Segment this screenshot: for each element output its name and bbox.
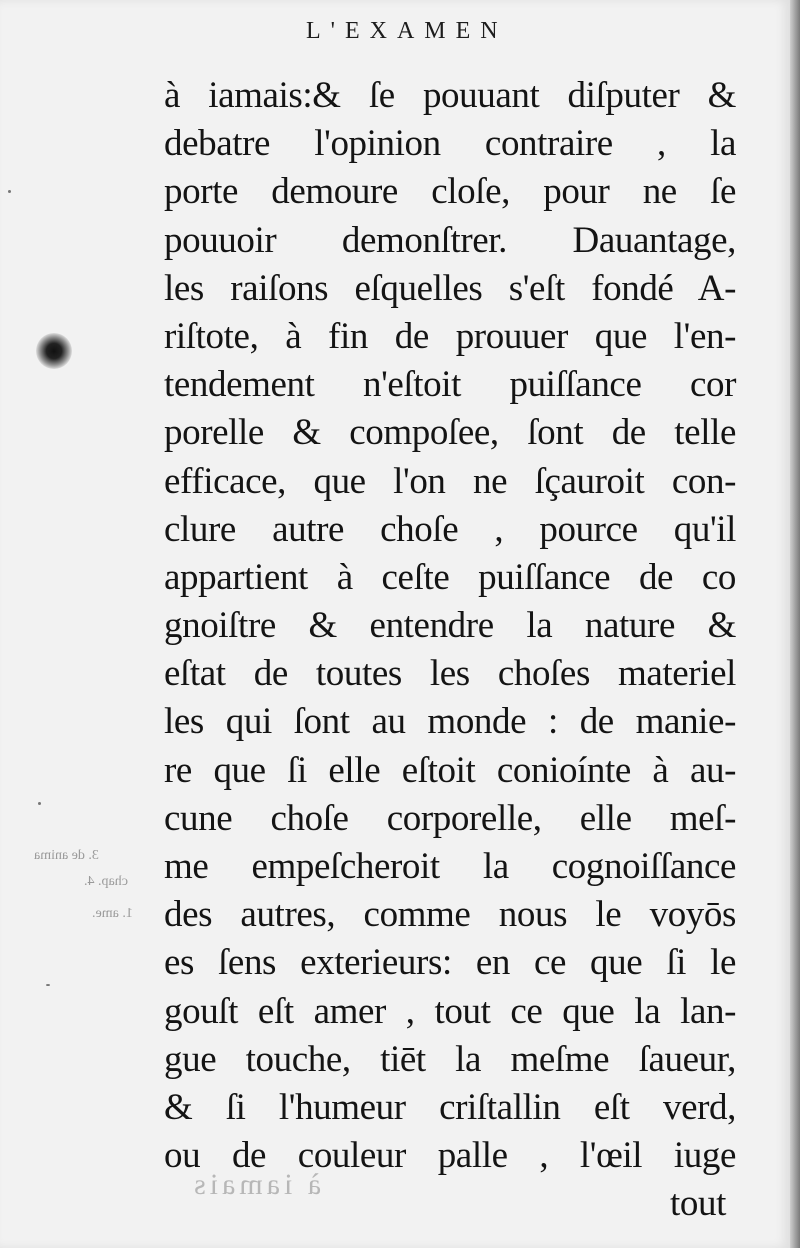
margin-note-bleed: chap. 4. <box>84 874 128 889</box>
text-line: me empeſcheroit la cognoiſſance <box>164 846 736 887</box>
ink-stain <box>36 333 72 369</box>
page-edge <box>790 0 800 1248</box>
text-line: re que ſi elle eſtoit conioínte à au- <box>164 749 736 791</box>
text-line: gouſt eſt amer , tout ce que la lan- <box>164 990 736 1032</box>
catchword: tout <box>670 1183 726 1225</box>
text-line: porte demoure cloſe, pour ne ſe <box>164 171 736 213</box>
text-line: pouuoir demonſtrer. Dauantage, <box>164 219 736 261</box>
show-through-text: à iamais <box>190 1168 322 1201</box>
text-line: es ſens exterieurs: en ce que ſi le <box>164 942 736 984</box>
text-line: eſtat de toutes les choſes materiel <box>164 653 736 695</box>
text-line: & ſi l'humeur criſtallin eſt verd, <box>164 1086 736 1128</box>
text-line: gue touche, tiēt la meſme ſaueur, <box>164 1038 736 1080</box>
text-line: cune choſe corporelle, elle meſ- <box>164 797 736 839</box>
text-line: des autres, comme nous le voyōs <box>164 894 736 936</box>
text-line: les qui ſont au monde : de manie- <box>164 701 736 743</box>
paper-speck <box>38 802 41 805</box>
running-head: L'EXAMEN <box>306 18 508 44</box>
paper-speck <box>46 984 50 986</box>
text-line: tendement n'eſtoit puiſſance cor <box>164 364 736 406</box>
text-line: gnoiſtre & entendre la nature & <box>164 605 736 647</box>
body-text <box>164 72 736 1229</box>
text-line: clure autre choſe , pource qu'il <box>164 508 736 550</box>
text-line: à iamais:& ſe pouuant diſputer & <box>164 75 736 116</box>
text-line: appartient à ceſte puiſſance de co <box>164 556 736 598</box>
text-line: porelle & compoſee, ſont de telle <box>164 412 736 454</box>
paper-speck <box>8 190 11 193</box>
text-line: debatre l'opinion contraire , la <box>164 123 736 165</box>
text-line: ou de couleur palle , l'œil iuge <box>164 1135 736 1177</box>
text-line: efficace, que l'on ne ſçauroit con- <box>164 460 736 502</box>
text-line: les raiſons eſquelles s'eſt fondé A- <box>164 267 736 309</box>
text-line: riſtote, à fin de prouuer que l'en- <box>164 315 736 357</box>
margin-note-bleed: 3. de anima <box>34 848 99 863</box>
margin-note-bleed: 1. ame. <box>92 906 133 921</box>
